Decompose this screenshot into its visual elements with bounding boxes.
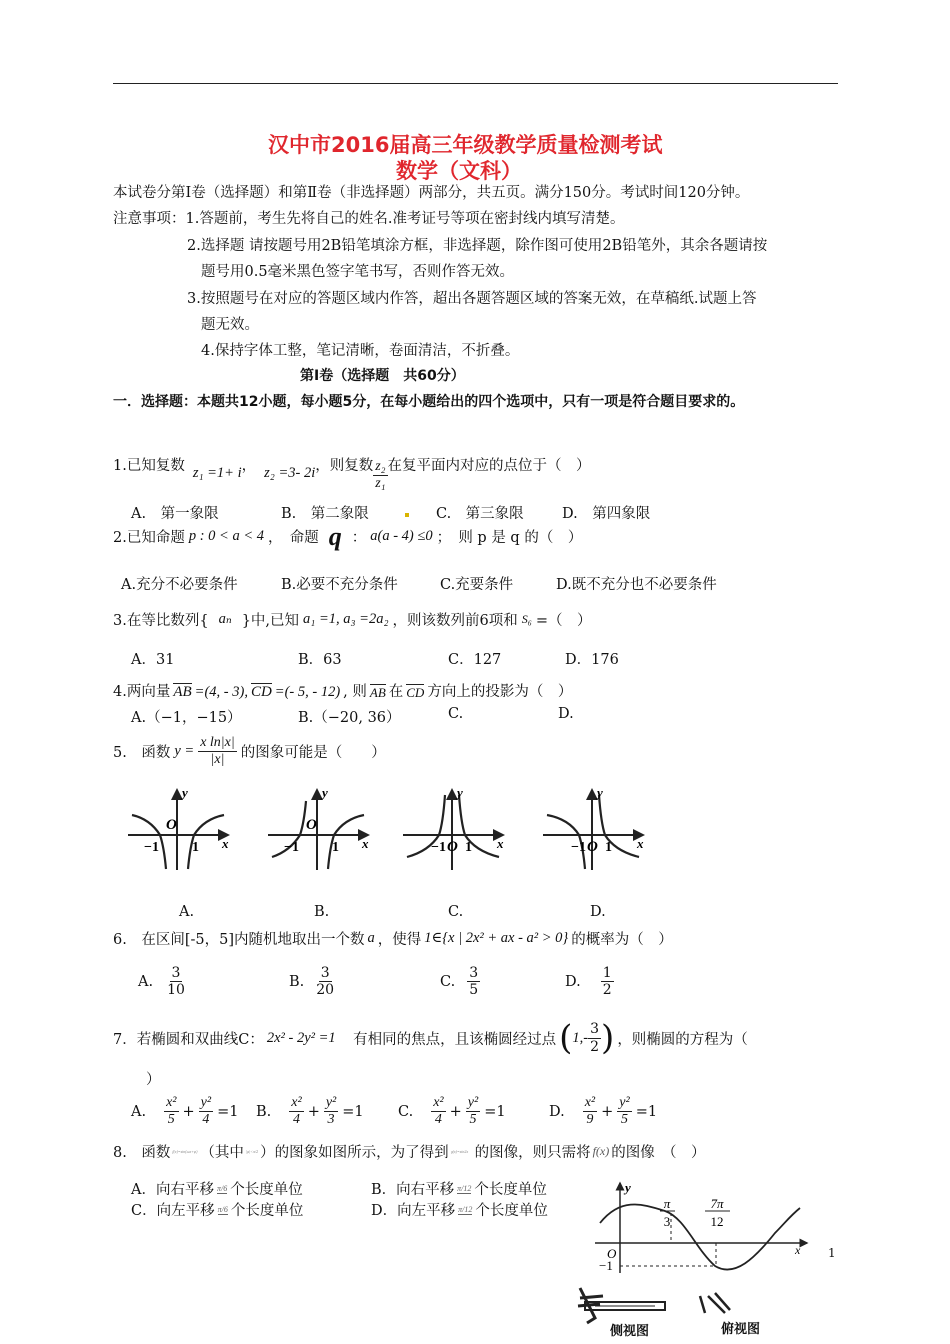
- q4-vector-ab: AB: [173, 684, 192, 700]
- q5-pre: 5. 函数: [113, 745, 171, 762]
- q8-fx: f(x): [592, 1144, 610, 1158]
- q6-b-frac: $\frac{3}{20}$: [316, 965, 335, 999]
- q2-mid: ， 命题: [268, 530, 319, 546]
- q8-pre: 8. 函数: [113, 1145, 171, 1161]
- q8-graph-label-neg1: −1: [599, 1258, 613, 1273]
- q5-graph-b: [268, 785, 369, 870]
- note-2b: 题号用0.5毫米黑色签字笔书写，否则作答无效。: [201, 264, 515, 280]
- q7-stem: [113, 1018, 748, 1058]
- q5-graph-label-one: 1: [332, 840, 339, 855]
- q2-option-b: B.必要不充分条件: [281, 577, 398, 593]
- q5-graph-label-y: y: [182, 785, 188, 800]
- q1-mid: ，则复数: [315, 458, 374, 475]
- q1-stem: [113, 437, 591, 492]
- q5-graph-label-one: 1: [465, 840, 472, 855]
- q1-sep: ，: [241, 458, 257, 475]
- q8-cond: |φ|<π/2: [245, 1149, 259, 1154]
- q2-option-c: C.充要条件: [440, 577, 514, 593]
- q8-mid2: ）的图象如图所示，为了得到: [260, 1145, 449, 1161]
- section-heading: 一．选择题：本题共12小题，每小题5分，在每小题给出的四个选项中，只有一项是符合题目要求的。: [113, 394, 745, 410]
- q6-d-frac: $\frac{1}{2}$: [602, 965, 612, 999]
- q3-s6: S₆: [521, 612, 532, 626]
- q3-option-b: B．63: [298, 652, 342, 668]
- q8-graph-label-t1_den: 3: [663, 1214, 671, 1229]
- exam-subtitle: 数学（文科）: [396, 159, 522, 183]
- q2-pre: 2.已知命题: [113, 530, 185, 546]
- q2-post: ； 则 p 是 q 的（ ）: [436, 530, 583, 546]
- q1-option-b: B. 第二象限: [281, 506, 369, 522]
- q5-graph-label-neg1: −1: [431, 840, 446, 855]
- note-3b: 题无效。: [201, 317, 259, 333]
- q6-mid: ，使得: [377, 932, 422, 948]
- q8-g: g(x)=sin2x: [450, 1149, 469, 1154]
- q2-option-a: A.充分不必要条件: [121, 577, 238, 593]
- q2-option-d: D.既不充分也不必要条件: [556, 577, 717, 593]
- q3-stem: [113, 609, 592, 630]
- q1-option-c: C. 第三象限: [436, 506, 524, 522]
- q1-z1: z₁ =1+ i: [192, 465, 242, 482]
- note-2a: 2.选择题 请按题号用2B铅笔填涂方框，非选择题，除作图可使用2B铅笔外，其余各题请按: [187, 238, 768, 254]
- q6-pre: 6. 在区间[-5，5]内随机地取出一个数: [113, 932, 365, 948]
- q1-z2: z₂ =3- 2i: [264, 465, 316, 482]
- q5-graph-label-o: O: [306, 817, 317, 833]
- q3-cond: a₁ =1, a₃ =2a₂: [303, 611, 389, 627]
- q6-option-a: A. $\frac{3}{10}$: [138, 965, 185, 999]
- q8-graph-label-o: O: [607, 1246, 617, 1261]
- q4-vector-ab-2: AB: [369, 685, 386, 700]
- q6-a-frac: $\frac{3}{10}$: [167, 965, 185, 999]
- q5-graph-label-x: x: [222, 836, 229, 851]
- q5-graph-label-y: y: [597, 785, 603, 800]
- stray-dot-mark: [405, 513, 409, 517]
- q5-y: y =: [174, 743, 195, 760]
- q8-option-a: A．向右平移 π/6 个长度单位: [131, 1182, 303, 1198]
- notes-label: 注意事项：: [113, 211, 186, 227]
- q5-option-d: D.: [590, 904, 606, 920]
- q5-graph-label-x: x: [497, 836, 504, 851]
- q8-graph-label-x: x: [795, 1243, 801, 1257]
- intro-text: 本试卷分第Ⅰ卷（选择题）和第Ⅱ卷（非选择题）两部分，共五页。满分150分。考试时间120分钟。: [113, 185, 750, 201]
- q2-q: q: [328, 521, 342, 551]
- q3-mid2: ，则该数列前6项和: [392, 613, 518, 629]
- q5-graph-label-x: x: [362, 836, 369, 851]
- q4-option-b: B.（−20, 36）: [298, 710, 401, 726]
- q3-an: aₙ: [218, 611, 232, 627]
- q5-graph-label-y: y: [322, 785, 328, 800]
- q1-option-a: A. 第一象限: [131, 506, 219, 522]
- q1-option-d: D. 第四象限: [562, 506, 651, 522]
- q8-mid: （其中: [200, 1145, 244, 1161]
- q8-option-c: C．向左平移 π/6 个长度单位: [131, 1203, 304, 1219]
- q6-option-b: B. $\frac{3}{20}$: [289, 965, 335, 999]
- q5-graph-label-neg1: −1: [144, 840, 159, 855]
- page-number: 1: [828, 1246, 836, 1260]
- q7-option-c: C. $\frac{\text{x²}}{4}$ + $\frac{\text{y²}}{5}$ =1: [398, 1095, 506, 1128]
- q7-option-b: B. $\frac{\text{x²}}{4}$ + $\frac{\text{y²}}{3}$ =1: [256, 1095, 364, 1128]
- q6-c-frac: $\frac{3}{5}$: [469, 965, 479, 999]
- q8-graph-label-t2_num: 7π: [710, 1196, 724, 1211]
- q5-graph-label-neg1: −1: [571, 840, 586, 855]
- note-1: 1.答题前，考生先将自己的姓名.准考证号等项在密封线内填写清楚。: [185, 211, 625, 227]
- q5-post: 的图象可能是（ ）: [240, 745, 386, 762]
- q7-close: ）: [146, 1072, 161, 1088]
- q4-option-a: A.（−1，−15）: [131, 710, 242, 726]
- q6-post: 的概率为（ ）: [571, 932, 673, 948]
- top-view-label: 俯视图: [721, 1322, 761, 1337]
- q5-graph-label-x: x: [637, 836, 644, 851]
- q1-fraction: $\frac{\text{z₂}}{\text{z₁}}$: [375, 459, 386, 492]
- q5-option-a: A.: [179, 904, 195, 920]
- q8-option-d: D．向左平移 π/12 个长度单位: [371, 1203, 548, 1219]
- q1-pre: 1.已知复数: [113, 458, 185, 475]
- q3-option-c: C．127: [448, 652, 502, 668]
- q2-colon: ：: [351, 530, 367, 546]
- q4-vector-cd-2: CD: [406, 685, 425, 700]
- section-title: 第Ⅰ卷（选择题 共60分）: [300, 368, 465, 384]
- q5-option-b: B.: [314, 904, 330, 920]
- note-4: 4.保持字体工整，笔记清晰，卷面清洁，不折叠。: [201, 343, 520, 359]
- q5-graph-label-neg1: −1: [284, 840, 299, 855]
- q4-mid2: 在: [388, 684, 404, 700]
- q4-stem: [113, 680, 572, 701]
- top-rule: [113, 83, 838, 84]
- q4-eq1: =(4, - 3),: [194, 684, 248, 700]
- q7-pre: 7．若椭圆和双曲线C：: [113, 1031, 264, 1048]
- q3-pre: 3.在等比数列{: [113, 613, 209, 629]
- q8-mid3: 的图像，则只需将: [474, 1145, 591, 1161]
- q4-eq2: =(- 5, - 12): [274, 684, 341, 700]
- q7-point: ( 1,- $\frac{3}{2}$ ): [559, 1018, 615, 1058]
- q4-mid: , 则: [343, 684, 367, 700]
- q4-vector-cd: CD: [250, 684, 272, 700]
- note-3a: 3.按照题号在对应的答题区域内作答，超出各题答题区域的答案无效，在草稿纸.试题上答: [187, 291, 757, 307]
- q5-graph-label-y: y: [457, 785, 463, 800]
- q4-post: 方向上的投影为（ ）: [427, 684, 573, 700]
- q3-post: =（ ）: [535, 613, 592, 629]
- q7-option-a: A. $\frac{\text{x²}}{5}$ + $\frac{\text{y²}}{4}$ =1: [131, 1095, 239, 1128]
- q5-graph-label-o: O: [447, 839, 458, 855]
- q7-option-d: D. $\frac{\text{x²}}{9}$ + $\frac{\text{y²}}{5}$ =1: [549, 1095, 658, 1128]
- q5-fraction: $\frac{\text{x ln|x|}}{|x|}$: [200, 735, 235, 768]
- q5-option-c: C.: [448, 904, 464, 920]
- q3-option-d: D．176: [565, 652, 619, 668]
- q2-stem: [113, 521, 583, 551]
- q5-stem: [113, 735, 386, 768]
- q5-graph-label-o: O: [587, 839, 598, 855]
- q6-option-d: D. $\frac{1}{2}$: [565, 965, 612, 999]
- q8-stem: [113, 1141, 705, 1162]
- q5-graph-label-one: 1: [605, 840, 612, 855]
- q5-graph-d: [543, 785, 644, 870]
- q5-graphs: [120, 785, 650, 880]
- q6-cond: 1∈{x | 2x² + ax - a² > 0}: [424, 930, 569, 946]
- q7-mid: 有相同的焦点，且该椭圆经过点: [338, 1031, 557, 1048]
- q8-option-b: B．向右平移 π/12 个长度单位: [371, 1182, 547, 1198]
- q4-option-c: C.: [448, 706, 464, 722]
- q3-option-a: A．31: [131, 652, 175, 668]
- q7-eq: 2x² - 2y² =1: [266, 1029, 336, 1046]
- q5-graph-c: [403, 785, 504, 870]
- q5-graph-label-o: O: [166, 817, 177, 833]
- q6-a: a: [367, 930, 375, 946]
- q8-post: 的图像 （ ）: [611, 1145, 706, 1161]
- q6-option-c: C. $\frac{3}{5}$: [440, 965, 479, 999]
- q1-post: 在复平面内对应的点位于（ ）: [387, 458, 591, 475]
- q6-stem: [113, 928, 673, 949]
- q4-option-d: D.: [558, 706, 574, 722]
- q5-graph-a: [128, 785, 229, 870]
- q8-f1: f(x)=sin(ωx+φ): [172, 1149, 198, 1154]
- q3-mid: }中,已知: [241, 613, 300, 629]
- exam-title: 汉中市2016届高三年级教学质量检测考试: [268, 133, 663, 157]
- q5-graph-label-one: 1: [192, 840, 199, 855]
- q8-graph-label-t1_num: π: [663, 1196, 671, 1211]
- q8-graph-label-y: y: [625, 1180, 631, 1195]
- side-view-label: 侧视图: [610, 1324, 650, 1339]
- q2-cond: a(a - 4) ≤0: [370, 528, 433, 544]
- q8-graph-label-t2_den: 12: [710, 1214, 724, 1229]
- notes-line-1: [113, 207, 624, 228]
- q2-p: p : 0 < a < 4: [188, 528, 264, 544]
- q7-post: ，则椭圆的方程为（: [617, 1031, 748, 1048]
- q4-pre: 4.两向量: [113, 684, 171, 700]
